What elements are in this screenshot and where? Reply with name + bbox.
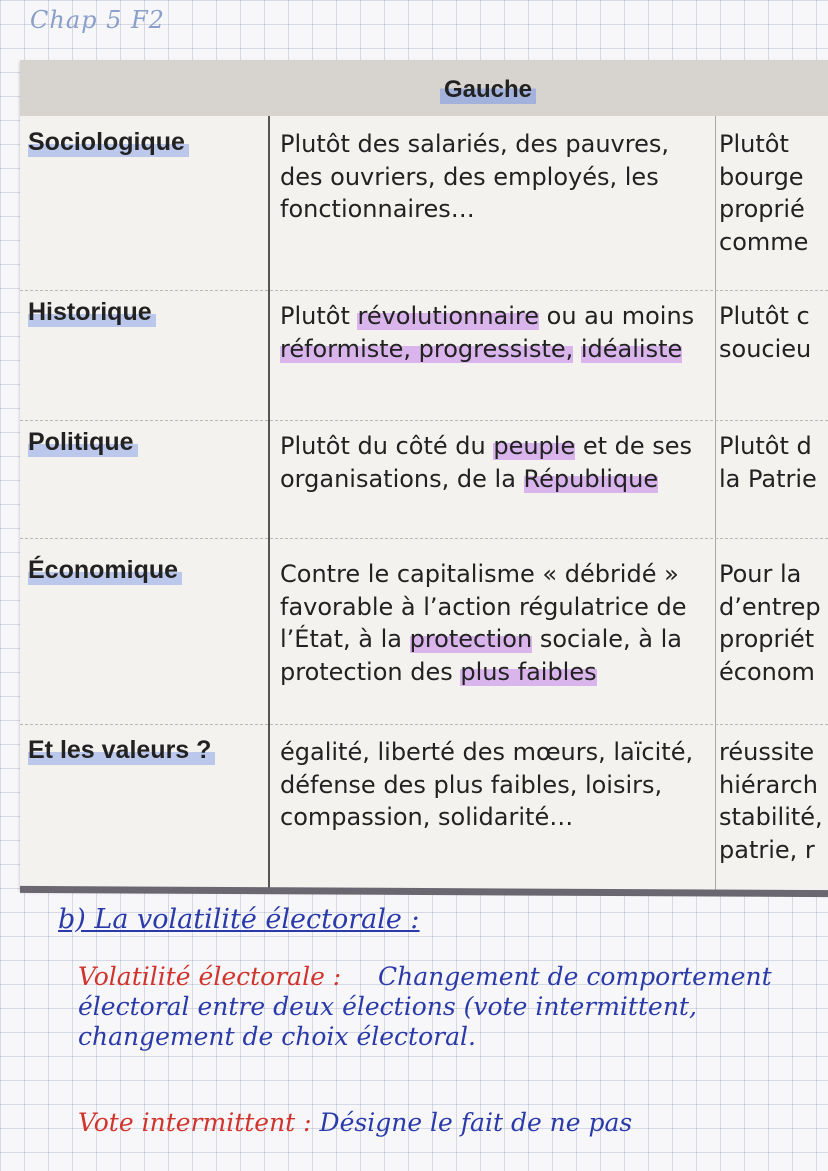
cell-gauche-sociologique: Plutôt des salariés, des pauvres, des ouvriers, des employés, les fonctionnaires… (280, 130, 669, 223)
definition-volatilite-text: Changement de comportement électoral entre deux élections (vote intermittent, changement de choix électoral. (78, 962, 772, 1051)
row-label-valeurs: Et les valeurs ? (28, 736, 215, 765)
row-label-politique: Politique (28, 428, 138, 457)
cell-droite-sociologique: Plutôt bourge proprié comme (719, 130, 809, 256)
cell-droite-politique: Plutôt d la Patrie (719, 432, 817, 493)
column-header-gauche: Gauche (440, 76, 536, 104)
printed-table-sheet (20, 60, 828, 890)
cell-gauche-politique: Plutôt du côté du peuple et de ses organisations, de la République (280, 432, 693, 493)
definition-term: Vote intermittent : (78, 1108, 312, 1137)
cell-droite-valeurs: réussite hiérarch stabilité, patrie, r (719, 738, 823, 864)
definition-vote-intermittent (78, 1108, 632, 1138)
cell-gauche-valeurs: égalité, liberté des mœurs, laïcité, défense des plus faibles, loisirs, compassion, solidarité… (280, 738, 694, 831)
row-label-economique: Économique (28, 556, 182, 585)
notes-subtitle: b) La volatilité électorale : (58, 904, 420, 935)
cell-droite-economique: Pour la d’entrep propriét économ (719, 560, 821, 686)
corner-handwritten-note: Chap 5 F2 (30, 6, 165, 34)
definition-term: Volatilité électorale : (78, 962, 342, 991)
row-divider (20, 290, 828, 291)
row-divider (20, 538, 828, 539)
table-header-band (20, 60, 828, 116)
row-label-historique: Historique (28, 298, 156, 327)
cell-gauche-economique: Contre le capitalisme « débridé » favorable à l’action régulatrice de l’État, à la protection sociale, à la protection des plus faibles (280, 560, 687, 686)
row-divider (20, 420, 828, 421)
cell-droite-historique: Plutôt c soucieu (719, 302, 812, 363)
row-label-sociologique: Sociologique (28, 128, 189, 157)
column-divider-right (715, 116, 716, 890)
column-divider (268, 116, 270, 890)
definition-text: Désigne le fait de ne pas (319, 1108, 633, 1137)
cell-gauche-historique: Plutôt révolutionnaire ou au moins réformiste, progressiste, idéaliste (280, 302, 695, 363)
row-divider (20, 724, 828, 725)
